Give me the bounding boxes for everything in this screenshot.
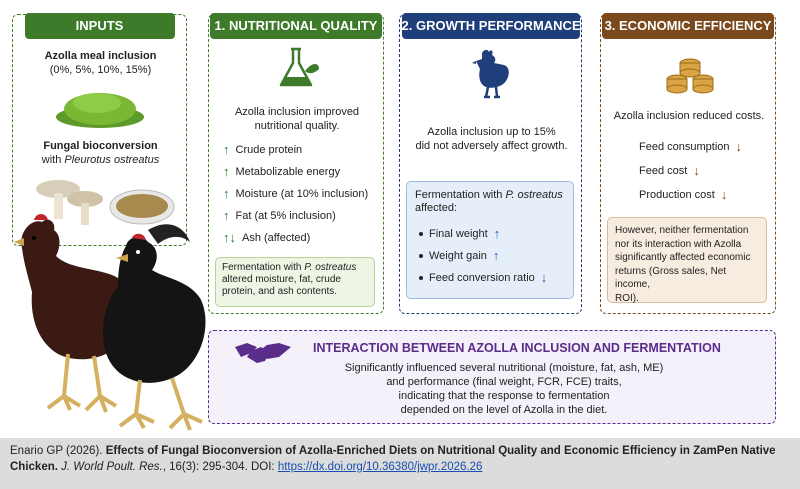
growth-performance-header: 2. GROWTH PERFORMANCE — [402, 13, 580, 39]
interaction-line-2: and performance (final weight, FCR, FCE) traits, — [386, 376, 622, 388]
citation-footer — [0, 438, 800, 489]
azolla-title: Azolla meal inclusion — [44, 50, 157, 62]
arrow-down-icon: ↓ — [735, 139, 742, 154]
fermentation-note: Fermentation with P. ostreatus altered moisture, fat, crude protein, and ash contents. — [215, 257, 375, 307]
economic-note: However, neither fermentation nor its interaction with Azolla significantly affected economic returns (Gross sales, Net income, ROI). — [607, 217, 767, 303]
growth-item: Final weight ↑ — [419, 226, 500, 241]
inputs-header: INPUTS — [25, 13, 175, 39]
arrow-up-down-icon: ↑↓ — [223, 230, 236, 245]
citation-authors: Enario GP (2026). — [10, 445, 106, 457]
azolla-levels: (0%, 5%, 10%, 15%) — [49, 64, 152, 76]
nutrition-item: ↑ Moisture (at 10% inclusion) — [223, 186, 369, 201]
growth-intro-2: did not adversely affect growth. — [415, 140, 568, 152]
arrow-up-icon: ↑ — [223, 208, 230, 223]
interaction-panel — [208, 330, 776, 424]
fungal-subtitle: with Pleurotus ostreatus — [41, 154, 160, 166]
nutrition-item: ↑ Metabolizable energy — [223, 164, 341, 179]
arrow-up-icon: ↑ — [223, 164, 230, 179]
interaction-line-1: Significantly influenced several nutritional (moisture, fat, ash, ME) — [344, 362, 664, 374]
nutrition-item: ↑ Fat (at 5% inclusion) — [223, 208, 336, 223]
fermentation-effects-label: Fermentation with P. ostreatus — [415, 189, 563, 201]
chicken-icon — [470, 47, 512, 99]
economic-item: Production cost ↓ — [639, 187, 728, 202]
economic-item: Feed cost ↓ — [639, 163, 700, 178]
citation-title: Effects of Fungal Bioconversion of Azolla-Enriched Diets on Nutritional Quality and Economic Efficiency in ZamPen Native Chicken. — [10, 445, 776, 473]
citation-details: , 16(3): 295-304. DOI: — [162, 461, 278, 473]
growth-performance-panel — [399, 14, 582, 314]
arrow-up-icon: ↑ — [492, 248, 500, 263]
fungal-title: Fungal bioconversion — [43, 140, 158, 152]
nutritional-quality-header: 1. NUTRITIONAL QUALITY — [210, 13, 382, 39]
economic-efficiency-panel — [600, 14, 776, 314]
nutritional-intro-2: nutritional quality. — [254, 120, 340, 132]
economic-intro: Azolla inclusion reduced costs. — [613, 110, 765, 122]
growth-intro-1: Azolla inclusion up to 15% — [427, 126, 556, 138]
interaction-line-4: depended on the level of Azolla in the diet. — [400, 404, 608, 416]
economic-efficiency-header: 3. ECONOMIC EFFICIENCY — [602, 13, 774, 39]
azolla-meal-icon — [53, 87, 148, 129]
nutrition-item: ↑↓ Ash (affected) — [223, 230, 311, 245]
arrow-down-icon: ↓ — [540, 270, 548, 285]
nutrition-item: ↑ Crude protein — [223, 142, 303, 157]
interaction-title: INTERACTION BETWEEN AZOLLA INCLUSION AND FERMENTATION — [313, 341, 721, 355]
arrow-down-icon: ↓ — [720, 187, 728, 202]
doi-link[interactable]: https://dx.doi.org/10.36380/jwpr.2026.26 — [277, 461, 483, 473]
fermentation-effects-label-2: affected: — [415, 202, 457, 214]
fermentation-effects-box — [406, 181, 574, 299]
arrow-up-icon: ↑ — [223, 186, 230, 201]
growth-item: Feed conversion ratio ↓ — [419, 270, 547, 285]
flask-leaf-icon — [275, 45, 321, 91]
arrow-down-icon: ↓ — [693, 163, 700, 178]
coins-icon — [663, 51, 717, 99]
nutritional-quality-panel — [208, 14, 384, 314]
nutritional-intro-1: Azolla inclusion improved — [234, 106, 360, 118]
arrow-up-icon: ↑ — [493, 226, 501, 241]
interaction-line-3: indicating that the response to fermentation — [398, 390, 610, 402]
arrow-up-icon: ↑ — [223, 142, 230, 157]
native-chickens-illustration — [8, 208, 213, 433]
citation-journal: J. World Poult. Res. — [57, 461, 163, 473]
growth-item: Weight gain ↑ — [419, 248, 499, 263]
economic-item: Feed consumption ↓ — [639, 139, 742, 154]
